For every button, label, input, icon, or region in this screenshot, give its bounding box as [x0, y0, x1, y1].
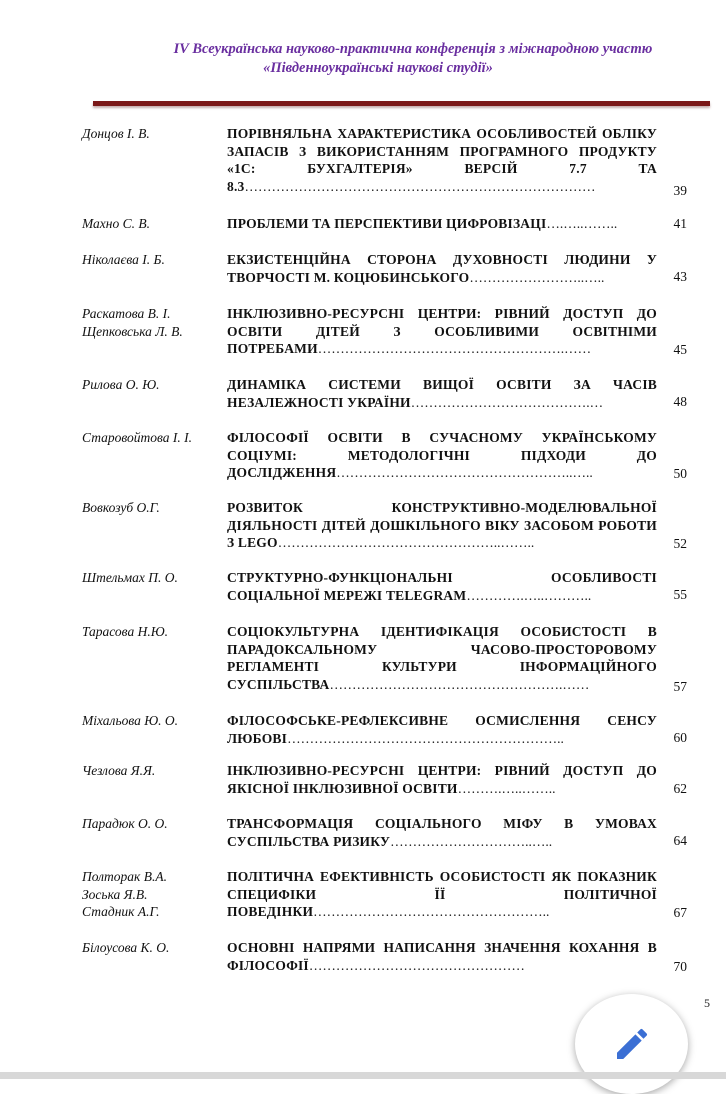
toc-page: 45	[673, 342, 687, 357]
toc-page: 57	[673, 679, 687, 694]
header-divider	[93, 101, 710, 106]
toc-title: ІНКЛЮЗИВНО-РЕСУРСНІ ЦЕНТРИ: РІВНИЙ ДОСТУП ДО ЯКІСНОЇ ІНКЛЮЗИВНОЇ ОСВІТИ……….…..……..	[227, 763, 657, 796]
toc-title: СОЦІОКУЛЬТУРНА ІДЕНТИФІКАЦІЯ ОСОБИСТОСТІ В ПАРАДОКСАЛЬНОМУ ЧАСОВО-ПРОСТОРОВОМУ РЕГЛАМЕНТІ КУЛЬТУРИ ІНФОРМАЦІЙНОГО СУСПІЛЬСТВА…………………………………………….……	[227, 624, 657, 692]
toc-page: 67	[673, 905, 687, 920]
toc-authors: Донцов І. В.	[82, 126, 150, 141]
toc-title: ФІЛОСОФІЇ ОСВІТИ В СУЧАСНОМУ УКРАЇНСЬКОМУ СОЦІУМІ: МЕТОДОЛОГІЧНІ ПІДХОДИ ДО ДОСЛІДЖЕННЯ……………………………………………..…..	[227, 430, 657, 480]
toc-title: РОЗВИТОК КОНСТРУКТИВНО-МОДЕЛЮВАЛЬНОЇ ДІЯЛЬНОСТІ ДІТЕЙ ДОШКІЛЬНОГО ВІКУ ЗАСОБОМ РОБОТИ З LEGO…………………………………………..……..	[227, 500, 657, 550]
toc-authors: Рилова О. Ю.	[82, 377, 160, 392]
toc-title: ОСНОВНІ НАПРЯМИ НАПИСАННЯ ЗНАЧЕННЯ КОХАННЯ В ФІЛОСОФІЇ…………………………………………	[227, 940, 657, 973]
toc-title: ПОРІВНЯЛЬНА ХАРАКТЕРИСТИКА ОСОБЛИВОСТЕЙ ОБЛІКУ ЗАПАСІВ З ВИКОРИСТАННЯМ ПРОГРАМНОГО ПРОДУКТУ «1С: БУХГАЛТЕРІЯ» ВЕРСІЙ 7.7 ТА 8.3……………………………………………………………………	[227, 126, 657, 194]
toc-page: 55	[673, 587, 687, 602]
header-line-2: «Південноукраїнські наукові студії»	[263, 60, 493, 76]
pencil-icon	[612, 1024, 652, 1064]
toc-page: 50	[673, 466, 687, 481]
toc-authors: Махно С. В.	[82, 216, 150, 231]
toc-authors: Міхальова Ю. О.	[82, 713, 179, 728]
toc-title: ЕКЗИСТЕНЦІЙНА СТОРОНА ДУХОВНОСТІ ЛЮДИНИ У ТВОРЧОСТІ М. КОЦЮБИНСЬКОГО……………………..…..	[227, 252, 657, 285]
toc-page: 70	[673, 959, 687, 974]
toc-authors: Чезлова Я.Я.	[82, 763, 156, 778]
toc-authors: Раскатова В. І. Щепковська Л. В.	[82, 306, 183, 339]
toc-title: ФІЛОСОФСЬКЕ-РЕФЛЕКСИВНЕ ОСМИСЛЕННЯ СЕНСУ ЛЮБОВІ……………………………………………………..	[227, 713, 657, 746]
toc-page: 48	[673, 394, 687, 409]
header-line-1: IV Всеукраїнська науково-практична конференція з міжнародною участю	[173, 41, 653, 57]
toc-title: ПРОБЛЕМИ ТА ПЕРСПЕКТИВИ ЦИФРОВІЗАЦІ….…..……..	[227, 216, 618, 231]
toc-authors: Старовойтова І. І.	[82, 430, 193, 445]
toc-authors: Ніколаєва І. Б.	[82, 252, 165, 267]
toc-page: 43	[673, 269, 687, 284]
toc-title: ПОЛІТИЧНА ЕФЕКТИВНІСТЬ ОСОБИСТОСТІ ЯК ПОКАЗНИК СПЕЦИФІКИ ЇЇ ПОЛІТИЧНОЇ ПОВЕДІНКИ……………………………………………..	[227, 869, 657, 919]
toc-title: ДИНАМІКА СИСТЕМИ ВИЩОЇ ОСВІТИ ЗА ЧАСІВ НЕЗАЛЕЖНОСТІ УКРАЇНИ………………………………….…	[227, 377, 657, 410]
toc-authors: Парадюк О. О.	[82, 816, 168, 831]
toc-authors: Полторак В.А. Зоська Я.В. Стадник А.Г.	[82, 869, 167, 919]
toc-page: 60	[673, 730, 687, 745]
toc-page: 41	[673, 216, 687, 231]
edit-button[interactable]	[575, 994, 688, 1094]
toc-authors: Штельмах П. О.	[82, 570, 178, 585]
toc-page: 39	[673, 183, 687, 198]
page-number: 5	[704, 996, 710, 1010]
toc-page: 52	[673, 536, 687, 551]
conference-header	[0, 40, 726, 78]
toc-title: ТРАНСФОРМАЦІЯ СОЦІАЛЬНОГО МІФУ В УМОВАХ СУСПІЛЬСТВА РИЗИКУ…………………………..…..	[227, 816, 657, 849]
bottom-bar	[0, 1072, 726, 1079]
toc-title: СТРУКТУРНО-ФУНКЦІОНАЛЬНІ ОСОБЛИВОСТІ СОЦІАЛЬНОЇ МЕРЕЖІ TELEGRAM………….…..………..	[227, 570, 657, 603]
toc-page: 62	[673, 781, 687, 796]
toc-title: ІНКЛЮЗИВНО-РЕСУРСНІ ЦЕНТРИ: РІВНИЙ ДОСТУП ДО ОСВІТИ ДІТЕЙ З ОСОБЛИВИМИ ОСВІТНІМИ ПОТРЕБАМИ……………………………………………….……	[227, 306, 657, 356]
toc-authors: Тарасова Н.Ю.	[82, 624, 169, 639]
toc-page: 64	[673, 833, 687, 848]
toc-authors: Вовкозуб О.Г.	[82, 500, 160, 515]
toc-authors: Білоусова К. О.	[82, 940, 170, 955]
